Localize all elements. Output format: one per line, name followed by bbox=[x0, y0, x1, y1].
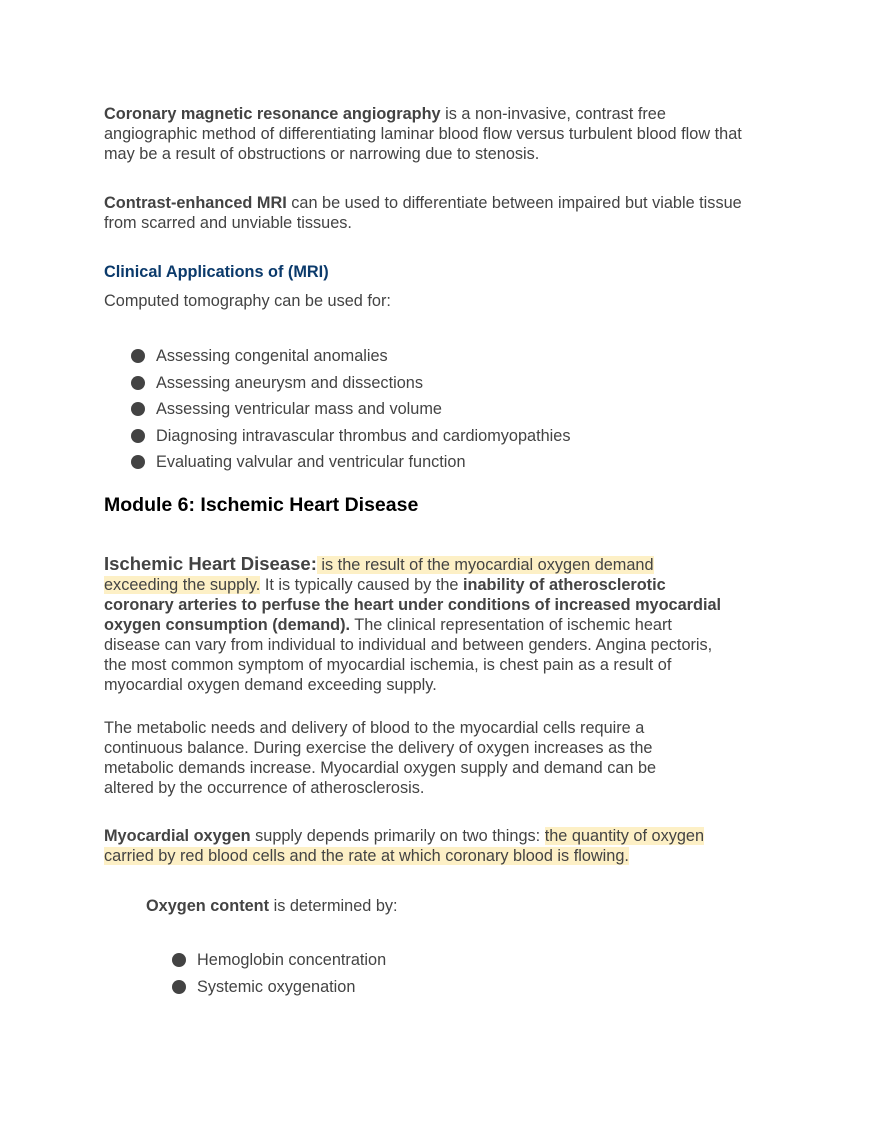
list-item bbox=[104, 373, 571, 400]
paragraph-ischemic-heart-disease bbox=[104, 554, 724, 695]
list-item bbox=[104, 399, 571, 426]
bullet-icon bbox=[172, 980, 186, 994]
item-text: Hemoglobin concentration bbox=[197, 951, 387, 969]
text: supply depends primarily on two things: bbox=[250, 827, 545, 845]
module-heading: Module 6: Ischemic Heart Disease bbox=[104, 494, 419, 516]
paragraph-oxygen-content bbox=[146, 896, 796, 916]
clinical-applications-heading: Clinical Applications of (MRI) bbox=[104, 263, 329, 281]
term: Myocardial oxygen bbox=[104, 827, 251, 845]
list-item bbox=[104, 346, 571, 373]
term: Ischemic Heart Disease: bbox=[104, 553, 317, 574]
bullet-icon bbox=[131, 429, 145, 443]
item-text: Evaluating valvular and ventricular function bbox=[156, 453, 466, 471]
list-item bbox=[104, 977, 386, 1004]
bullet-icon bbox=[131, 455, 145, 469]
list-item bbox=[104, 950, 386, 977]
text: can be used to differentiate between impaired but viable tissue from scarred and unviable tissues. bbox=[104, 194, 742, 232]
bullet-icon bbox=[172, 953, 186, 967]
paragraph-ct-intro: Computed tomography can be used for: bbox=[104, 292, 391, 310]
bullet-icon bbox=[131, 349, 145, 363]
text: is determined by: bbox=[269, 897, 398, 915]
item-text: Assessing aneurysm and dissections bbox=[156, 373, 423, 392]
item-text: Assessing congenital anomalies bbox=[156, 347, 388, 365]
item-text: Assessing ventricular mass and volume bbox=[156, 400, 442, 418]
item-text: Diagnosing intravascular thrombus and cardiomyopathies bbox=[156, 426, 571, 445]
oxygen-content-list bbox=[104, 950, 386, 1003]
list-item bbox=[104, 452, 571, 479]
item-text: Systemic oxygenation bbox=[197, 977, 356, 996]
text: It is typically caused by the bbox=[260, 576, 464, 594]
text: is a non-invasive, contrast free angiographic method of differentiating laminar blood flow versus turbulent blood flow that may be a result of obstructions or narrowing due to stenosis. bbox=[104, 105, 742, 163]
term: Contrast-enhanced MRI bbox=[104, 194, 287, 212]
text: The clinical representation of ischemic heart disease can vary from individual to individual and between genders. Angina pectoris, the most common symptom of myocardial ischemia, is chest pain as a result of myocardial oxygen demand exceeding supply. bbox=[104, 616, 713, 694]
list-item bbox=[104, 426, 571, 453]
paragraph-oxygen-supply bbox=[104, 826, 734, 866]
paragraph-coronary-mra bbox=[104, 104, 754, 164]
paragraph-contrast-mri bbox=[104, 193, 754, 233]
highlighted-text: the quantity of oxygen carried by red blood cells and the rate at which coronary blood is flowing. bbox=[104, 827, 705, 865]
bold-text: inability of atherosclerotic coronary arteries to perfuse the heart under conditions of increased myocardial oxygen consumption (demand). bbox=[104, 576, 722, 634]
term: Oxygen content bbox=[146, 897, 270, 915]
paragraph-metabolic: The metabolic needs and delivery of blood to the myocardial cells require a continuous balance. During exercise the delivery of oxygen increases as the metabolic demands increase. Myocardial oxygen supply and demand can be altered by the occurrence of atherosclerosis. bbox=[104, 719, 657, 797]
bullet-icon bbox=[131, 402, 145, 416]
term: Coronary magnetic resonance angiography bbox=[104, 105, 441, 123]
highlighted-text: is the result of the myocardial oxygen demand exceeding the supply. bbox=[104, 556, 654, 594]
bullet-icon bbox=[131, 376, 145, 390]
ct-uses-list bbox=[104, 346, 571, 479]
